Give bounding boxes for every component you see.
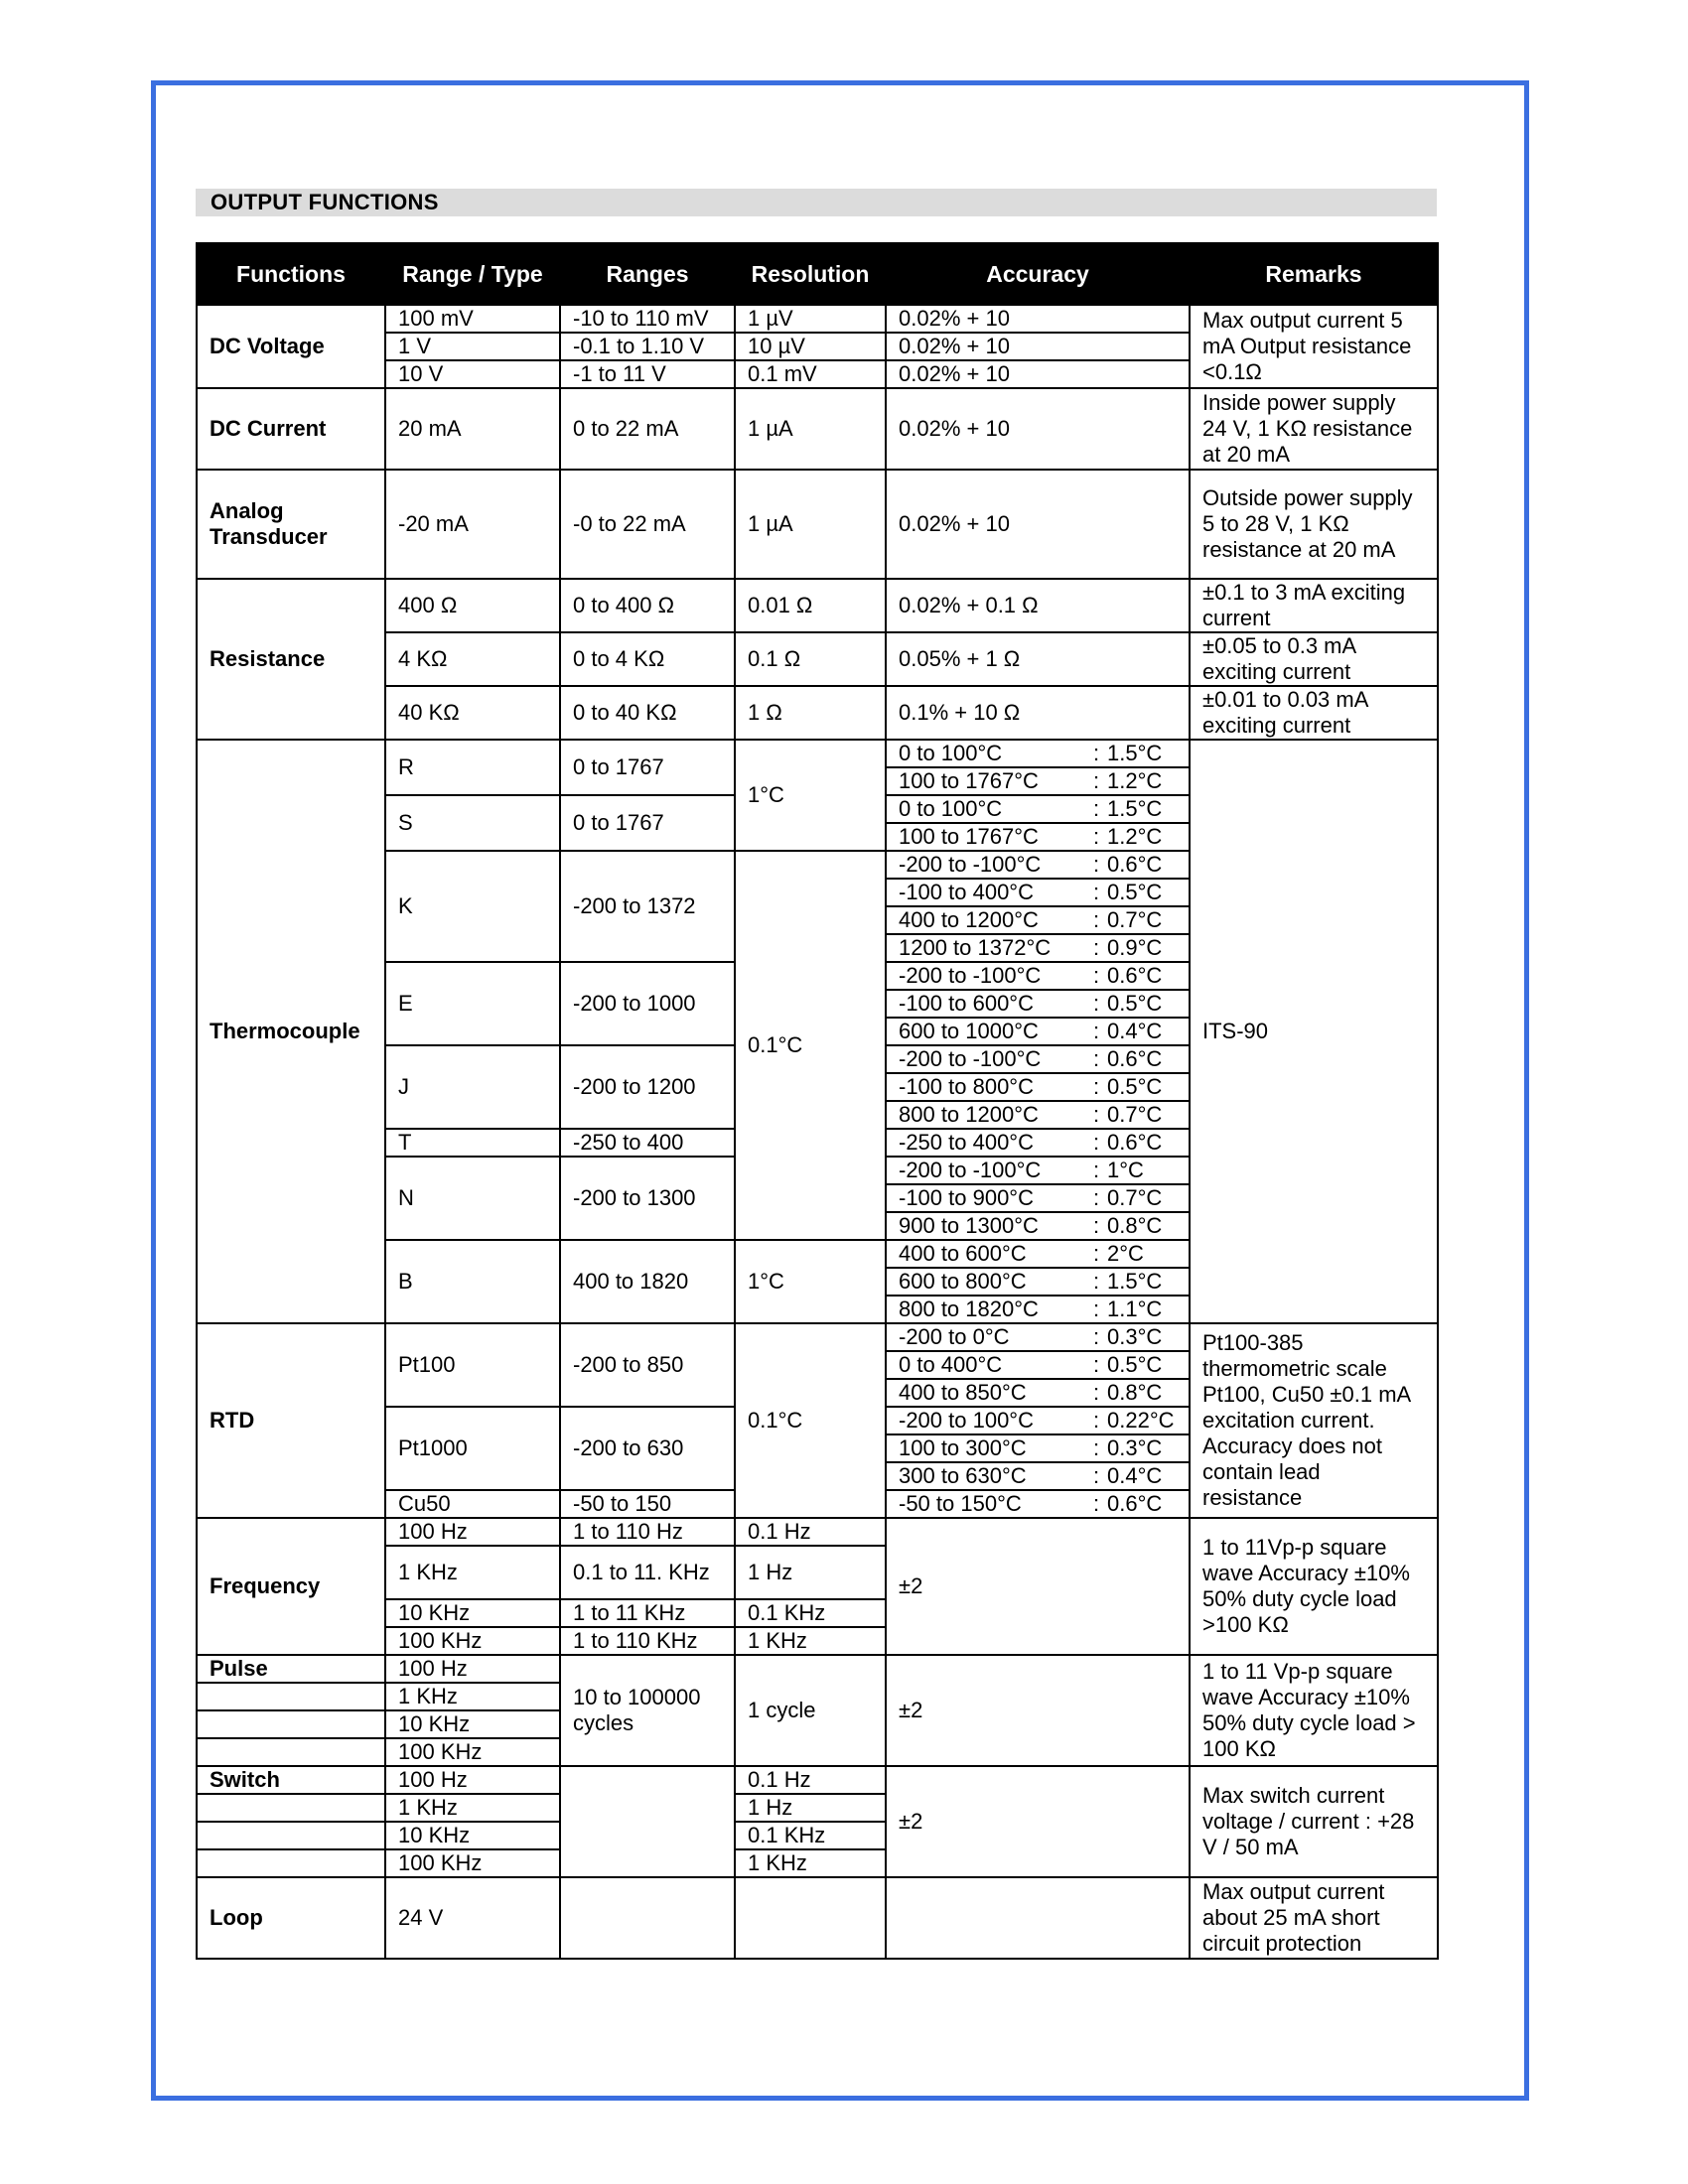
range: -10 to 110 mV [560, 305, 735, 333]
range: 10 to 100000 cycles [560, 1655, 735, 1766]
accuracy-value: 0.5°C [1107, 880, 1163, 904]
accuracy: 0 to 400°C : 0.5°C [886, 1351, 1190, 1379]
function-blank [197, 1710, 385, 1738]
header-functions: Functions [197, 243, 385, 305]
accuracy: 600 to 800°C : 1.5°C [886, 1268, 1190, 1296]
table-row [197, 579, 1438, 632]
accuracy: -50 to 150°C : 0.6°C [886, 1490, 1190, 1518]
accuracy-value: 1.5°C [1107, 741, 1163, 765]
accuracy: 0.02% + 0.1 Ω [886, 579, 1190, 632]
range-type: 100 Hz [385, 1655, 560, 1683]
table-row [197, 305, 1438, 333]
range: 0 to 40 KΩ [560, 686, 735, 740]
accuracy: -200 to -100°C : 0.6°C [886, 1045, 1190, 1073]
range: 400 to 1820 [560, 1240, 735, 1323]
accuracy: 100 to 1767°C : 1.2°C [886, 767, 1190, 795]
range-type: 100 mV [385, 305, 560, 333]
accuracy: 100 to 1767°C : 1.2°C [886, 823, 1190, 851]
range: 1 to 110 Hz [560, 1518, 735, 1546]
resolution: 0.1 Hz [735, 1518, 886, 1546]
section-title: OUTPUT FUNCTIONS [196, 189, 1437, 216]
accuracy-value: 1.5°C [1107, 796, 1163, 821]
table-row [197, 740, 1438, 767]
range: 0.1 to 11. KHz [560, 1546, 735, 1599]
header-remarks: Remarks [1190, 243, 1438, 305]
accuracy-value: 0.4°C [1107, 1019, 1163, 1043]
accuracy-value: 0.8°C [1107, 1380, 1163, 1405]
accuracy-range: -200 to -100°C [899, 852, 1042, 877]
accuracy-value: 0.3°C [1107, 1435, 1163, 1460]
accuracy: 0 to 100°C : 1.5°C [886, 795, 1190, 823]
range-type: 10 KHz [385, 1599, 560, 1627]
range: 0 to 1767 [560, 795, 735, 851]
accuracy-value: 0.7°C [1107, 1102, 1163, 1127]
header-accuracy: Accuracy [886, 243, 1190, 305]
range-type: 100 Hz [385, 1518, 560, 1546]
accuracy-range: 1200 to 1372°C [899, 935, 1052, 960]
resolution: 1 µV [735, 305, 886, 333]
table-row [197, 1323, 1438, 1351]
remarks: 1 to 11Vp-p square wave Accuracy ±10% 50% duty cycle load >100 KΩ [1190, 1518, 1438, 1655]
resolution: 0.1°C [735, 1323, 886, 1518]
range: 1 to 11 KHz [560, 1599, 735, 1627]
table-row [197, 1766, 1438, 1794]
accuracy-value: 1.2°C [1107, 768, 1163, 793]
accuracy-range: 600 to 1000°C [899, 1019, 1039, 1043]
remarks: Pt100-385 thermometric scale Pt100, Cu50 ±0.1 mA excitation current. Accuracy does not contain lead resistance [1190, 1323, 1438, 1518]
range: 0 to 4 KΩ [560, 632, 735, 686]
range-type: K [385, 851, 560, 962]
accuracy-value: 0.6°C [1107, 963, 1163, 988]
accuracy-range: 400 to 850°C [899, 1380, 1027, 1405]
range-type: 1 KHz [385, 1794, 560, 1822]
range-blank [560, 1877, 735, 1959]
remarks: ±0.1 to 3 mA exciting current [1190, 579, 1438, 632]
accuracy: 0.05% + 1 Ω [886, 632, 1190, 686]
accuracy: -250 to 400°C : 0.6°C [886, 1129, 1190, 1157]
function-switch: Switch [197, 1766, 385, 1794]
range: -200 to 1000 [560, 962, 735, 1045]
accuracy-range: 0 to 400°C [899, 1352, 1003, 1377]
range-type: 40 KΩ [385, 686, 560, 740]
accuracy-range: -50 to 150°C [899, 1491, 1022, 1516]
accuracy-value: 0.8°C [1107, 1213, 1163, 1238]
resolution: 0.1 mV [735, 360, 886, 388]
range: -200 to 1300 [560, 1157, 735, 1240]
function-loop: Loop [197, 1877, 385, 1959]
accuracy: 400 to 850°C : 0.8°C [886, 1379, 1190, 1407]
range: 1 to 110 KHz [560, 1627, 735, 1655]
table-row [197, 1655, 1438, 1683]
accuracy-range: 0 to 100°C [899, 741, 1003, 765]
accuracy: 0.02% + 10 [886, 388, 1190, 470]
header-ranges: Ranges [560, 243, 735, 305]
range-type: 1 KHz [385, 1683, 560, 1710]
function-blank [197, 1738, 385, 1766]
accuracy: -200 to 0°C : 0.3°C [886, 1323, 1190, 1351]
table-row [197, 470, 1438, 579]
resolution: 0.01 Ω [735, 579, 886, 632]
resolution: 1 KHz [735, 1627, 886, 1655]
resolution: 1 Ω [735, 686, 886, 740]
range-type: 1 KHz [385, 1546, 560, 1599]
accuracy-value: 0.22°C [1107, 1408, 1175, 1433]
accuracy: 600 to 1000°C : 0.4°C [886, 1018, 1190, 1045]
range-type: 24 V [385, 1877, 560, 1959]
accuracy: -100 to 900°C : 0.7°C [886, 1184, 1190, 1212]
function-blank [197, 1822, 385, 1849]
accuracy-range: -200 to -100°C [899, 1158, 1042, 1182]
range: 0 to 1767 [560, 740, 735, 795]
accuracy-range: -100 to 400°C [899, 880, 1034, 904]
function-frequency: Frequency [197, 1518, 385, 1655]
range-type: E [385, 962, 560, 1045]
range-type: 100 KHz [385, 1849, 560, 1877]
resolution: 0.1 KHz [735, 1599, 886, 1627]
range: -0 to 22 mA [560, 470, 735, 579]
accuracy-value: 0.7°C [1107, 1185, 1163, 1210]
accuracy-value: 0.6°C [1107, 852, 1163, 877]
accuracy-value: 0.4°C [1107, 1463, 1163, 1488]
accuracy-value: 0.3°C [1107, 1324, 1163, 1349]
accuracy-range: -100 to 900°C [899, 1185, 1034, 1210]
remarks: ITS-90 [1190, 740, 1438, 1323]
range-type: 400 Ω [385, 579, 560, 632]
accuracy-value: 0.6°C [1107, 1130, 1163, 1155]
range: -50 to 150 [560, 1490, 735, 1518]
resolution: 0.1 Ω [735, 632, 886, 686]
function-dc-voltage: DC Voltage [197, 305, 385, 388]
accuracy-range: -100 to 800°C [899, 1074, 1034, 1099]
accuracy-value: 1.5°C [1107, 1269, 1163, 1294]
accuracy-range: 900 to 1300°C [899, 1213, 1039, 1238]
range-type: N [385, 1157, 560, 1240]
range: -0.1 to 1.10 V [560, 333, 735, 360]
accuracy: 0 to 100°C : 1.5°C [886, 740, 1190, 767]
function-dc-current: DC Current [197, 388, 385, 470]
accuracy: 900 to 1300°C : 0.8°C [886, 1212, 1190, 1240]
range: 0 to 400 Ω [560, 579, 735, 632]
table-row [197, 388, 1438, 470]
accuracy: 400 to 1200°C : 0.7°C [886, 906, 1190, 934]
resolution: 1°C [735, 1240, 886, 1323]
accuracy-value: 2°C [1107, 1241, 1144, 1266]
resolution: 10 µV [735, 333, 886, 360]
accuracy: 0.02% + 10 [886, 470, 1190, 579]
resolution: 1 µA [735, 388, 886, 470]
accuracy-range: -200 to 100°C [899, 1408, 1034, 1433]
range: -200 to 1200 [560, 1045, 735, 1129]
function-pulse: Pulse [197, 1655, 385, 1683]
accuracy-value: 1°C [1107, 1158, 1144, 1182]
accuracy: 100 to 300°C : 0.3°C [886, 1434, 1190, 1462]
resolution: 0.1 Hz [735, 1766, 886, 1794]
header-row [197, 243, 1438, 305]
accuracy-value: 0.5°C [1107, 1074, 1163, 1099]
function-resistance: Resistance [197, 579, 385, 740]
accuracy: -200 to -100°C : 1°C [886, 1157, 1190, 1184]
range-type: 20 mA [385, 388, 560, 470]
accuracy-range: -200 to 0°C [899, 1324, 1010, 1349]
function-blank [197, 1683, 385, 1710]
resolution: 0.1°C [735, 851, 886, 1240]
accuracy: 1200 to 1372°C : 0.9°C [886, 934, 1190, 962]
accuracy-range: 0 to 100°C [899, 796, 1003, 821]
accuracy: 0.02% + 10 [886, 305, 1190, 333]
resolution: 1 cycle [735, 1655, 886, 1766]
accuracy: ±2 [886, 1655, 1190, 1766]
accuracy-value: 0.6°C [1107, 1491, 1163, 1516]
range-type: T [385, 1129, 560, 1157]
range: -200 to 1372 [560, 851, 735, 962]
range-type: J [385, 1045, 560, 1129]
accuracy: 0.02% + 10 [886, 360, 1190, 388]
range-type: R [385, 740, 560, 795]
range-type: S [385, 795, 560, 851]
range-type: 10 KHz [385, 1822, 560, 1849]
function-blank [197, 1794, 385, 1822]
range: -200 to 630 [560, 1407, 735, 1490]
accuracy: -200 to 100°C : 0.22°C [886, 1407, 1190, 1434]
accuracy-range: 800 to 1820°C [899, 1297, 1039, 1321]
accuracy: -200 to -100°C : 0.6°C [886, 962, 1190, 990]
range: -250 to 400 [560, 1129, 735, 1157]
accuracy-range: -100 to 600°C [899, 991, 1034, 1016]
accuracy-range: 600 to 800°C [899, 1269, 1027, 1294]
accuracy: 300 to 630°C : 0.4°C [886, 1462, 1190, 1490]
remarks: ±0.05 to 0.3 mA exciting current [1190, 632, 1438, 686]
range-type: Pt1000 [385, 1407, 560, 1490]
remarks: Max output current 5 mA Output resistance <0.1Ω [1190, 305, 1438, 388]
range: -1 to 11 V [560, 360, 735, 388]
accuracy-range: 400 to 1200°C [899, 907, 1039, 932]
range-type: Cu50 [385, 1490, 560, 1518]
remarks: Max switch current voltage / current : +28 V / 50 mA [1190, 1766, 1438, 1877]
range-type: 100 Hz [385, 1766, 560, 1794]
accuracy-range: 800 to 1200°C [899, 1102, 1039, 1127]
range-type: 4 KΩ [385, 632, 560, 686]
function-analog-transducer: Analog Transducer [197, 470, 385, 579]
resolution-blank [735, 1877, 886, 1959]
accuracy-value: 0.5°C [1107, 1352, 1163, 1377]
function-blank [197, 1849, 385, 1877]
range-type: B [385, 1240, 560, 1323]
range-type: 1 V [385, 333, 560, 360]
accuracy-range: -200 to -100°C [899, 1046, 1042, 1071]
accuracy-range: 400 to 600°C [899, 1241, 1027, 1266]
remarks: Max output current about 25 mA short circuit protection [1190, 1877, 1438, 1959]
accuracy-range: 100 to 1767°C [899, 824, 1039, 849]
range: 0 to 22 mA [560, 388, 735, 470]
accuracy-value: 0.6°C [1107, 1046, 1163, 1071]
accuracy-value: 1.1°C [1107, 1297, 1163, 1321]
resolution: 0.1 KHz [735, 1822, 886, 1849]
accuracy-blank [886, 1877, 1190, 1959]
accuracy: -200 to -100°C : 0.6°C [886, 851, 1190, 879]
accuracy-range: 100 to 300°C [899, 1435, 1027, 1460]
accuracy: -100 to 600°C : 0.5°C [886, 990, 1190, 1018]
header-range-type: Range / Type [385, 243, 560, 305]
accuracy-range: -200 to -100°C [899, 963, 1042, 988]
remarks: Inside power supply 24 V, 1 KΩ resistance at 20 mA [1190, 388, 1438, 470]
output-functions-table [196, 242, 1439, 1960]
resolution: 1°C [735, 740, 886, 851]
accuracy-value: 0.7°C [1107, 907, 1163, 932]
range-type: 10 V [385, 360, 560, 388]
accuracy-range: 100 to 1767°C [899, 768, 1039, 793]
range-type: 10 KHz [385, 1710, 560, 1738]
accuracy: 400 to 600°C : 2°C [886, 1240, 1190, 1268]
range-type: Pt100 [385, 1323, 560, 1407]
accuracy-value: 0.9°C [1107, 935, 1163, 960]
remarks: 1 to 11 Vp-p square wave Accuracy ±10% 50% duty cycle load > 100 KΩ [1190, 1655, 1438, 1766]
function-thermocouple: Thermocouple [197, 740, 385, 1323]
range-type: 100 KHz [385, 1738, 560, 1766]
resolution: 1 KHz [735, 1849, 886, 1877]
resolution: 1 Hz [735, 1794, 886, 1822]
accuracy: ±2 [886, 1518, 1190, 1655]
accuracy: 800 to 1820°C : 1.1°C [886, 1296, 1190, 1323]
accuracy-range: 300 to 630°C [899, 1463, 1027, 1488]
accuracy: 0.02% + 10 [886, 333, 1190, 360]
resolution: 1 µA [735, 470, 886, 579]
range: -200 to 850 [560, 1323, 735, 1407]
accuracy-value: 1.2°C [1107, 824, 1163, 849]
remarks: Outside power supply 5 to 28 V, 1 KΩ resistance at 20 mA [1190, 470, 1438, 579]
accuracy: ±2 [886, 1766, 1190, 1877]
accuracy-value: 0.5°C [1107, 991, 1163, 1016]
accuracy-range: -250 to 400°C [899, 1130, 1034, 1155]
header-resolution: Resolution [735, 243, 886, 305]
accuracy: 0.1% + 10 Ω [886, 686, 1190, 740]
function-rtd: RTD [197, 1323, 385, 1518]
accuracy: -100 to 400°C : 0.5°C [886, 879, 1190, 906]
range-type: 100 KHz [385, 1627, 560, 1655]
remarks: ±0.01 to 0.03 mA exciting current [1190, 686, 1438, 740]
table-row [197, 1518, 1438, 1546]
table-row [197, 1877, 1438, 1959]
resolution: 1 Hz [735, 1546, 886, 1599]
accuracy: 800 to 1200°C : 0.7°C [886, 1101, 1190, 1129]
range-type: -20 mA [385, 470, 560, 579]
range-blank [560, 1766, 735, 1877]
accuracy: -100 to 800°C : 0.5°C [886, 1073, 1190, 1101]
